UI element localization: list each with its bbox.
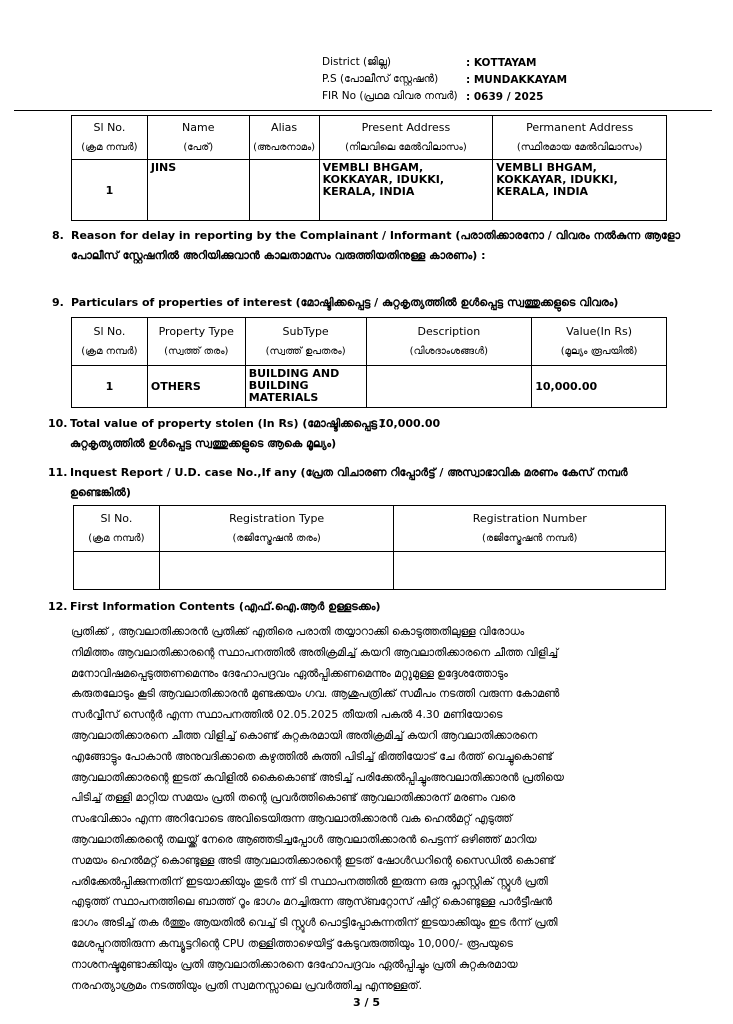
fir-header <box>322 54 722 105</box>
header-alias: Alias (അപരനാമം) <box>249 116 319 160</box>
section-11-number: 11. <box>48 466 68 479</box>
property-sl: 1 <box>72 366 148 408</box>
fir-number-value: : 0639 / 2025 <box>466 90 544 103</box>
accused-table <box>71 115 667 221</box>
fir-number-label: FIR No (പ്രഥമ വിവര നമ്പർ) <box>322 90 458 102</box>
accused-present-address: VEMBLI BHGAM, KOKKAYAR, IDUKKI, KERALA, INDIA <box>319 160 493 221</box>
fic-line: നിമിത്തം ആവലാതിക്കാരന്റെ സ്ഥാപനത്തിൽ അതിക്രമിച്ച് കയറി ആവലാതിക്കാരനെ ചീത്ത വിളിച്ച് <box>71 645 558 659</box>
fic-line: എങ്ങോട്ടും പോകാൻ അനുവദിക്കാതെ കഴുത്തിൽ കുത്തി പിടിച്ച് ഭിത്തിയോട് ചേ ർത്ത് വെച്ചുകൊണ്ട് <box>71 749 553 763</box>
fic-line: പ്രതിക്ക് , ആവലാതിക്കാരൻ പ്രതിക്ക് എതിരെ പരാതി തയ്യാറാക്കി കൊടുത്തതിലുള്ള വിരോധം <box>71 625 525 638</box>
section-10-line2: കുറ്റകൃത്യത്തിൽ ഉൾപ്പെട്ട സ്വത്തുക്കളുടെ ആകെ മൂല്യം) <box>70 437 337 450</box>
section-10-line1: Total value of property stolen (In Rs) (മോഷ്ടിക്കപ്പെട്ട / <box>70 417 385 430</box>
section-11-line1: Inquest Report / U.D. case No.,If any (പ്രേത വിചാരണ റിപ്പോർട്ട് / അസ്വാഭാവിക മരണം കേസ് നമ്പർ <box>70 466 628 479</box>
table-row <box>74 552 666 590</box>
section-10-number: 10. <box>48 417 68 430</box>
property-subtype: BUILDING AND BUILDING MATERIALS <box>245 366 366 408</box>
table-row <box>72 160 667 221</box>
section-8-line1: Reason for delay in reporting by the Complainant / Informant (പരാതിക്കാരനോ / വിവരം നൽകുന്ന ആളോ <box>71 229 681 242</box>
district-label: District (ജില്ല) <box>322 56 391 68</box>
header-divider <box>14 110 712 111</box>
first-information-contents <box>71 622 661 996</box>
accused-permanent-address: VEMBLI BHGAM, KOKKAYAR, IDUKKI, KERALA, INDIA <box>493 160 667 221</box>
fic-line: ഭാഗം അടിച്ച് തക ർത്തും ആയതിൽ വെച്ച് ടി സ്റ്റൂൾ പൊട്ടിപ്പോകുന്നതിന് ഇടയാക്കിയും ഇട ർന്ന് പ്രതി <box>71 916 558 930</box>
section-10 <box>48 413 712 457</box>
fic-line: സർവ്വീസ് സെന്റർ എന്ന സ്ഥാപനത്തിൽ 02.05.2025 തീയതി പകൽ 4.30 മണിയോടെ <box>71 708 503 722</box>
fic-line: എടുത്ത് സ്ഥാപനത്തിലെ ബാത്ത് റൂം ഭാഗം മറച്ചിരുന്ന ആസ്ബറ്റോസ് ഷീറ്റ് കൊണ്ടുള്ള പാർട്ടീഷൻ <box>71 895 552 909</box>
fic-line: പരിക്കേൽപ്പിക്കുന്നതിന് ഇടയാക്കിയും തുടർ ന്ന് ടി സ്ഥാപനത്തിൽ ഇരുന്ന ഒരു പ്ലാസ്റ്റിക് സ്റ്റൂൾ പ്രതി <box>71 874 548 888</box>
district-value: : KOTTAYAM <box>466 56 537 69</box>
fic-line: നരഹത്യാശ്രമം നടത്തിയും പ്രതി സ്വമനസ്സാലെ പ്രവർത്തിച്ച എന്നുള്ളത്. <box>71 978 423 992</box>
section-9 <box>52 292 712 314</box>
accused-sl: 1 <box>72 160 148 221</box>
inquest-registration-number <box>394 552 666 590</box>
accused-alias <box>249 160 319 221</box>
inquest-table <box>73 505 666 590</box>
fic-line: സംഭവിക്കാം എന്ന അറിവോടെ അവിടെയിരുന്ന ആവലാതിക്കാരൻ വക ഹെൽമറ്റ് എടുത്ത് <box>71 812 513 826</box>
header-sl-no: Sl No. (ക്രമ നമ്പർ) <box>74 506 160 552</box>
header-registration-number: Registration Number (രജിസ്ട്രേഷൻ നമ്പർ) <box>394 506 666 552</box>
section-10-value: : 10,000.00 <box>370 417 441 430</box>
page-number: 3 / 5 <box>353 996 380 1009</box>
header-description: Description (വിശദാംശങ്ങൾ) <box>366 318 532 366</box>
inquest-registration-type <box>159 552 394 590</box>
header-sl-no: Sl No. (ക്രമ നമ്പർ) <box>72 116 148 160</box>
header-subtype: SubType (സ്വത്ത് ഉപതരം) <box>245 318 366 366</box>
district-row <box>322 54 722 71</box>
police-station-value: : MUNDAKKAYAM <box>466 73 568 86</box>
police-station-row <box>322 71 722 88</box>
police-station-label: P.S (പോലീസ് സ്റ്റേഷൻ) <box>322 73 439 85</box>
inquest-table-header <box>74 506 666 552</box>
fic-line: നാശനഷ്ടമുണ്ടാക്കിയും പ്രതി ആവലാതിക്കാരനെ ദേഹോപദ്രവം ഏൽപ്പിച്ചും പ്രതി കുറ്റകരമായ <box>71 957 518 971</box>
fic-line: മനോവിഷമപ്പെടുത്തണമെന്നും ദേഹോപദ്രവം ഏൽപ്പിക്കണമെന്നും മറ്റുമുള്ള ഉദ്ദേശത്തോടും <box>71 666 508 680</box>
fic-line: മേശപ്പുറത്തിരുന്ന കമ്പ്യൂട്ടറിന്റെ CPU തള്ളിത്താഴെയിട്ട് കേടുവരുത്തിയും 10,000/- രൂപയുടെ <box>71 936 513 950</box>
fic-line: ആവലാതിക്കാരന്റെ ഇടത് കവിളിൽ കൈകൊണ്ട് അടിച്ച് പരിക്കേൽപ്പിച്ചും‌അവലാതിക്കാരൻ പ്രതിയെ <box>71 770 564 784</box>
section-12-number: 12. <box>48 600 68 613</box>
property-description <box>366 366 532 408</box>
fic-line: ആവലാതിക്കാരനെ ചീത്ത വിളിച്ച് കൊണ്ട് കുറ്റകരമായി അതിക്രമിച്ച് കയറി ആവലാതിക്കാരനെ <box>71 728 538 742</box>
section-11-line2: ഉണ്ടെങ്കിൽ) <box>70 486 131 499</box>
fir-number-row <box>322 88 722 105</box>
section-11 <box>48 462 712 506</box>
property-type: OTHERS <box>147 366 245 408</box>
fic-line: പിടിച്ച് തള്ളി മാറ്റിയ സമയം പ്രതി തന്റെ പ്രവർത്തികൊണ്ട് ആവലാതിക്കാരന് മരണം വരെ <box>71 791 516 805</box>
fic-line: കരുതലോടും കൂടി ആവലാതിക്കാരൻ മുണ്ടക്കയം ഗവ. ആശുപത്രിക്ക് സമീപം നടത്തി വരുന്ന കോമൺ <box>71 687 560 701</box>
header-present-address: Present Address (നിലവിലെ മേൽവിലാസം) <box>319 116 493 160</box>
table-row <box>72 366 667 408</box>
section-8 <box>52 225 712 269</box>
header-name: Name (പേര്) <box>147 116 249 160</box>
section-9-number: 9. <box>52 296 64 309</box>
header-sl-no: Sl No. (ക്രമ നമ്പർ) <box>72 318 148 366</box>
section-9-title: Particulars of properties of interest (മോഷ്ടിക്കപ്പെട്ട / കുറ്റകൃത്യത്തിൽ ഉൾപ്പെട്ട സ്വത്തുക്കളുടെ വിവരം) <box>71 296 619 309</box>
section-12 <box>48 596 712 618</box>
section-12-title: First Information Contents (എഫ്.ഐ.ആർ ഉള്ളടക്കം) <box>70 600 381 613</box>
property-table-header <box>72 318 667 366</box>
section-8-line2: പോലീസ് സ്റ്റേഷനിൽ അറിയിക്കുവാൻ കാലതാമസം വരുത്തിയതിനുള്ള കാരണം) : <box>71 249 486 262</box>
accused-name: JINS <box>147 160 249 221</box>
header-permanent-address: Permanent Address (സ്ഥിരമായ മേൽവിലാസം) <box>493 116 667 160</box>
fic-line: ആവലാതിക്കരന്റെ തലയ്ക്ക് നേരെ ആഞ്ഞടിച്ചപ്പോൾ ആവലാതിക്കാരൻ പെട്ടന്ന് ഒഴിഞ്ഞ് മാറിയ <box>71 832 537 846</box>
header-value: Value(In Rs) (മൂല്യം രൂപയിൽ) <box>532 318 667 366</box>
header-registration-type: Registration Type (രജിസ്ട്രേഷൻ തരം) <box>159 506 394 552</box>
property-table <box>71 317 667 408</box>
accused-table-header <box>72 116 667 160</box>
section-8-number: 8. <box>52 229 64 242</box>
property-value: 10,000.00 <box>532 366 667 408</box>
fic-line: സമയം ഹെൽമറ്റ് കൊണ്ടുള്ള അടി ആവലാതിക്കാരന്റെ ഇടത് ഷോൾഡറിന്റെ സൈഡിൽ കൊണ്ട് <box>71 853 555 867</box>
header-property-type: Property Type (സ്വത്ത് തരം) <box>147 318 245 366</box>
inquest-sl <box>74 552 160 590</box>
